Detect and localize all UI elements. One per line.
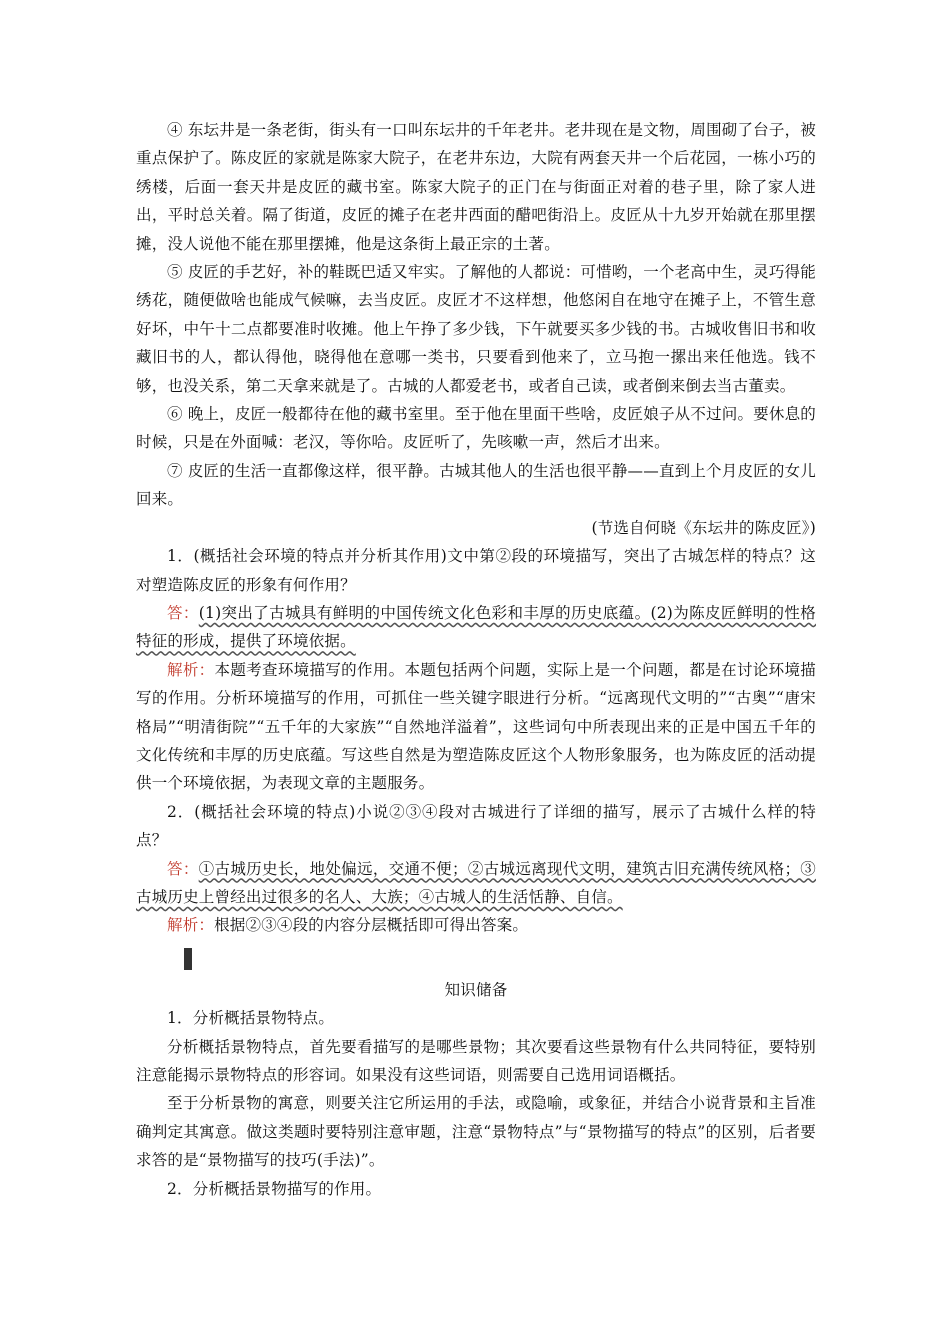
story-paragraph-6: ⑥ 晚上，皮匠一般都待在他的藏书室里。至于他在里面干些啥，皮匠娘子从不过问。要休息的时候，只是在外面喊：老汉，等你哈。皮匠听了，先咳嗽一声，然后才出来。 (136, 405, 816, 452)
knowledge-item-2-title: 2．分析概括景物描写的作用。 (167, 1179, 382, 1198)
answer-text: ①古城历史长，地处偏远，交通不便；②古城远离现代文明，建筑古旧充满传统风格；③古城历史上曾经出过很多的名人、大族；④古城人的生活恬静、自信。 (136, 859, 816, 906)
answer-text: (1)突出了古城具有鲜明的中国传统文化色彩和丰厚的历史底蕴。(2)为陈皮匠鲜明的性格特征的形成，提供了环境依据。 (136, 603, 816, 651)
knowledge-item-1-title: 1．分析概括景物特点。 (167, 1009, 335, 1028)
analysis-text: 根据②③④段的内容分层概括即可得出答案。 (214, 916, 529, 935)
answer-1 (136, 599, 816, 656)
story-paragraph-7: ⑦ 皮匠的生活一直都像这样，很平静。古城其他人的生活也很平静——直到上个月皮匠的女儿回来。 (136, 461, 816, 509)
knowledge-item-1-paragraph-2: 至于分析景物的寓意，则要关注它所运用的手法，或隐喻，或象征，并结合小说背景和主旨准确判定其寓意。做这类题时要特别注意审题，注意“景物特点”与“景物描写的特点”的区别，后者要求答的是“景物描写的技巧(手法)”。 (136, 1094, 816, 1170)
answer-label: 答： (167, 859, 199, 878)
document-body (136, 116, 816, 1203)
knowledge-heading: 知识储备 (444, 980, 508, 999)
source-citation: (节选自何晓《东坛井的陈皮匠》) (591, 518, 816, 537)
question-2: 2．(概括社会环境的特点)小说②③④段对古城进行了详细的描写，展示了古城什么样的特点？ (136, 802, 816, 850)
analysis-label: 解析： (167, 916, 215, 935)
analysis-text: 本题考查环境描写的作用。本题包括两个问题，实际上是一个问题，都是在讨论环境描写的作用。分析环境描写的作用，可抓住一些关键字眼进行分析。“远离现代文明的”“古奥”“唐宋格局”“明清街院”“五千年的大家族”“自然地洋溢着”，这些词句中所表现出来的正是中国五千年的文化传统和丰厚的历史底蕴。写这些自然是为塑造陈皮匠这个人物形象服务，也为陈皮匠的活动提供一个环境依据，为表现文章的主题服务。 (136, 660, 816, 793)
analysis-1 (136, 656, 816, 798)
story-paragraph-5: ⑤ 皮匠的手艺好，补的鞋既巴适又牢实。了解他的人都说：可惜哟，一个老高中生，灵巧得能绣花，随便做啥也能成气候嘛，去当皮匠。皮匠才不这样想，他悠闲自在地守在摊子上，不管生意好坏，中午十二点都要准时收摊。他上午挣了多少钱，下午就要买多少钱的书。古城收售旧书和收藏旧书的人，都认得他，晓得他在意哪一类书，只要看到他来了，立马抱一摞出来任他选。钱不够，也没关系，第二天拿来就是了。古城的人都爱老书，或者自己读，或者倒来倒去当古董卖。 (136, 263, 816, 395)
knowledge-item-1-paragraph-1: 分析概括景物特点，首先要看描写的是哪些景物；其次要看这些景物有什么共同特征，要特别注意能揭示景物特点的形容词。如果没有这些词语，则需要自己选用词语概括。 (136, 1037, 816, 1084)
answer-label: 答： (167, 603, 199, 622)
story-paragraph-4: ④ 东坛井是一条老街，街头有一口叫东坛井的千年老井。老井现在是文物，周围砌了台子，被重点保护了。陈皮匠的家就是陈家大院子，在老井东边，大院有两套天井一个后花园，一栋小巧的绣楼，后面一套天井是皮匠的藏书室。陈家大院子的正门在与街面正对着的巷子里，除了家人进出，平时总关着。隔了街道，皮匠的摊子在老井西面的醋吧街沿上。皮匠从十九岁开始就在那里摆摊，没人说他不能在那里摆摊，他是这条街上最正宗的土著。 (136, 121, 816, 253)
question-1: 1．(概括社会环境的特点并分析其作用)文中第②段的环境描写，突出了古城怎样的特点？这对塑造陈皮匠的形象有何作用？ (136, 547, 816, 594)
analysis-2 (136, 911, 816, 939)
analysis-label: 解析： (167, 660, 215, 679)
section-marker (184, 948, 192, 970)
answer-2 (136, 855, 816, 912)
